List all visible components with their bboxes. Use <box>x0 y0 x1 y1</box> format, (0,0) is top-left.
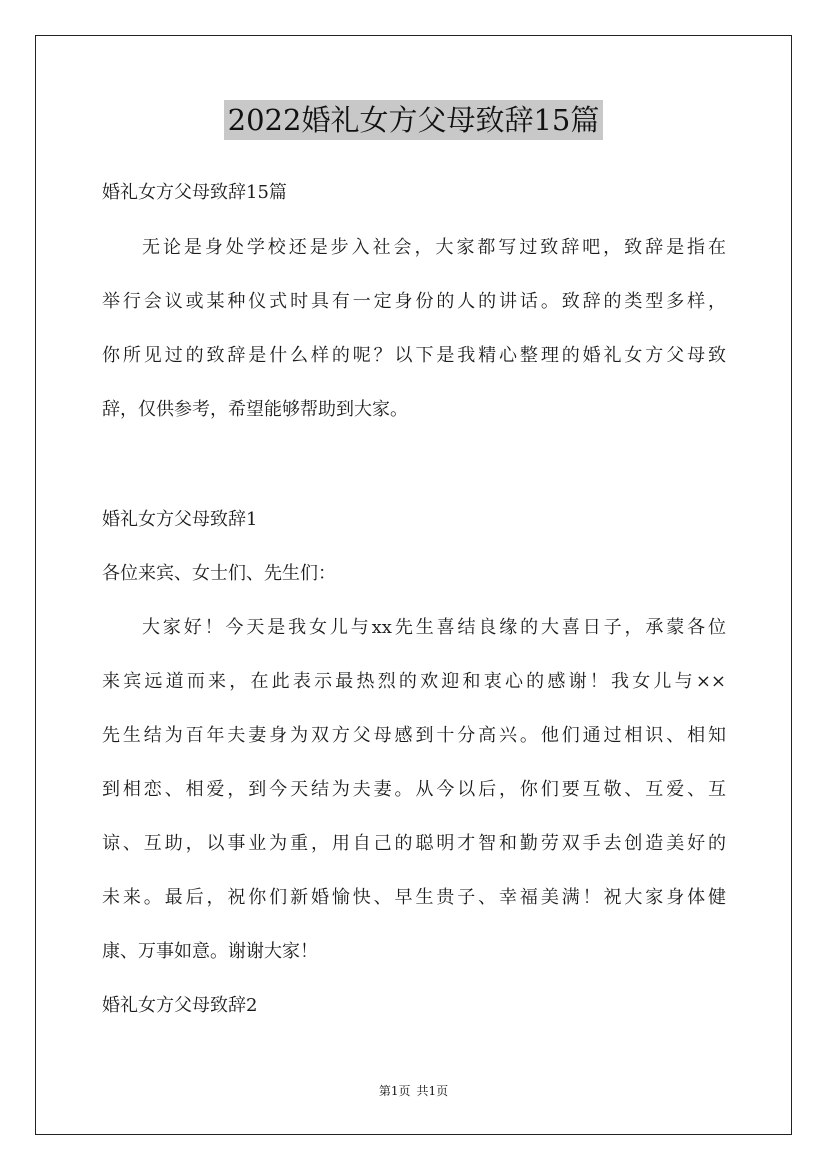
section-2-heading: 婚礼女方父母致辞2 <box>102 995 258 1016</box>
intro-line-1: 无论是身处学校还是步入社会，大家都写过致辞吧，致辞是指在 <box>142 237 726 258</box>
page-number: 第1页 <box>378 1084 411 1098</box>
intro-line-4: 辞，仅供参考，希望能够帮助到大家。 <box>102 399 408 420</box>
intro-line-3: 你所见过的致辞是什么样的呢？以下是我精心整理的婚礼女方父母致 <box>102 345 726 366</box>
speech-line-4: 到相恋、相爱，到今天结为夫妻。从今以后，你们要互敬、互爱、互 <box>102 779 726 800</box>
speech-greeting: 各位来宾、女士们、先生们： <box>102 563 336 584</box>
section-1-heading: 婚礼女方父母致辞1 <box>102 509 258 530</box>
page-footer <box>0 1083 827 1099</box>
speech-line-1: 大家好！今天是我女儿与xx先生喜结良缘的大喜日子，承蒙各位 <box>142 617 726 638</box>
speech-line-5: 谅、互助，以事业为重，用自己的聪明才智和勤劳双手去创造美好的 <box>102 833 726 854</box>
speech-line-7: 康、万事如意。谢谢大家！ <box>102 941 318 962</box>
document-title: 2022婚礼女方父母致辞15篇 <box>224 100 604 140</box>
title-container <box>0 100 827 140</box>
page-total: 共1页 <box>416 1084 449 1098</box>
intro-line-2: 举行会议或某种仪式时具有一定身份的人的讲话。致辞的类型多样， <box>102 291 726 312</box>
speech-line-2: 来宾远道而来，在此表示最热烈的欢迎和衷心的感谢！我女儿与×× <box>102 671 726 692</box>
speech-line-3: 先生结为百年夫妻身为双方父母感到十分高兴。他们通过相识、相知 <box>102 725 726 746</box>
document-subtitle: 婚礼女方父母致辞15篇 <box>102 182 287 203</box>
speech-line-6: 未来。最后，祝你们新婚愉快、早生贵子、幸福美满！祝大家身体健 <box>102 887 726 908</box>
